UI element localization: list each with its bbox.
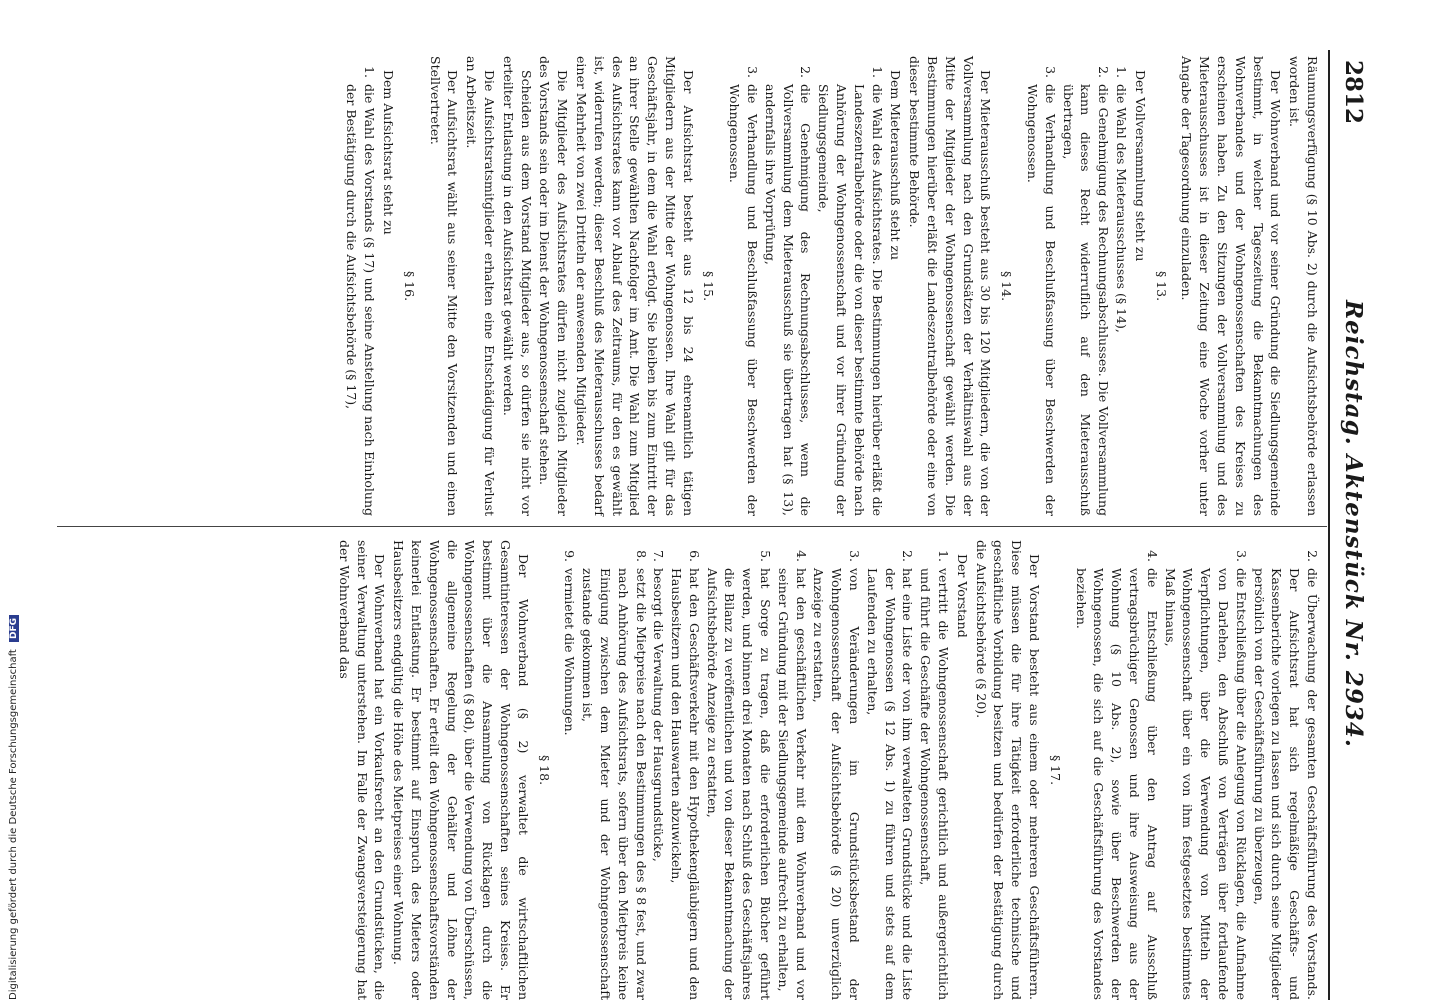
list-item: 1. die Wahl des Mieterausschusses (§ 14), xyxy=(1114,66,1130,333)
list-item: 1. vertritt die Wohngenossenschaft gerichtlich und außergerichtlich und führt die Geschäfte der Wohngenossenschaft, xyxy=(918,550,952,1000)
column-divider xyxy=(57,526,1327,527)
list-item: 3. die Entschließung über die Anlegung von Rücklagen, die Aufnahme von Darlehen, den Abschluß von Verträgen über fortlaufende Verpflichtungen, über die Verwendung von Mitteln der Wohngenossenschaft über ein von ihm festgesetztes bestimmtes Maß hinaus, xyxy=(1162,550,1249,1000)
list-item: 2. die Genehmigung des Rechnungsabschlusses, wenn die Vollversammlung dem Mieterausschuß sie übertragen hat (§ 13), andernfalls ihre Vorprüfung, xyxy=(762,66,814,516)
list-item: 4. hat den geschäftlichen Verkehr mit dem Wohnverband und vor seiner Gründung mit der Siedlungsgemeinde aufrecht zu erhalten, xyxy=(775,550,809,1000)
paragraph: Scheiden aus dem Vorstand Mitglieder aus, so dürfen sie nicht vor erteilter Entlastung in den Aufsichtsrat gewählt werden. xyxy=(500,56,534,516)
paragraph: Der Wohnverband hat ein Vorkaufsrecht an den Grundstücken, die seiner Verwaltung unterstehen. Im Falle der Zwangsversteigerung hat der Wohnverband das xyxy=(336,540,388,1000)
list-item: 2. die Überwachung der gesamten Geschäftsführung des Vorstands. Der Aufsichtsrat hat sich regelmäßige Geschäfts- und Kassenberichte vorlegen zu lassen und sich durch seine Mitglieder persönlich von der Geschäftsführung zu überzeugen, xyxy=(1251,550,1320,1000)
list-item: 9. vermietet die Wohnungen. xyxy=(562,550,578,736)
list-item: 2. die Genehmigung des Rechnungsabschlusses. Die Vollversammlung kann dieses Recht widerruflich auf den Mieterausschuß übertragen, xyxy=(1060,66,1112,516)
paragraph: Der Vorstand xyxy=(954,554,970,638)
paragraph: Der Mieterausschuß besteht aus 30 bis 120 Mitgliedern, die von der Vollversammlung nach den Grundsätzen der Verhältniswahl aus der Mitte der Mitglieder der Wohngenossenschaft gewählt werden. Die Bestimmungen hierüber erläßt die Landeszentralbehörde oder eine von dieser bestimmte Behörde. xyxy=(907,56,994,516)
paragraph: Der Aufsichtsrat besteht aus 12 bis 24 ehrenamtlich tätigen Mitgliedern aus der Mitte der Wohngenossen. Ihre Wahl gilt für das Geschäftsjahr, in dem die Wahl erfolgt. Sie bleiben bis zum Eintritt der an ihrer Stelle gewählten Nachfolger im Amt. Die Wahl zum Mitglied des Aufsichtsrates kann vor Ablauf des Zeitraums, für den es gewählt ist, widerrufen werden; dieser Beschluß des Mieterausschusses bedarf einer Mehrheit von zwei Dritteln der anwesenden Mitglieder. xyxy=(573,56,696,516)
credit-text: Digitalisierung gefördert durch die Deutsche Forschungsgemeinschaft xyxy=(8,649,19,1000)
list-item: 8. setzt die Mietpreise nach den Bestimmungen des § 8 fest, und zwar nach Anhörung des Aufsichtsrats, sofern über den Mietpreis keine Einigung zwischen dem Mieter und der Wohngenossenschaft zustande gekommen ist, xyxy=(580,550,649,1000)
left-column xyxy=(343,56,1321,516)
list-item: 2. hat eine Liste der von ihm verwalteten Grundstücke und die Liste der Wohngenossen (§ 12 Abs. 1) zu führen und stets auf dem Laufenden zu erhalten, xyxy=(864,550,916,1000)
running-title: Reichstag. Aktenstück Nr. 2934. xyxy=(1340,300,1367,748)
paragraph: Der Wohnverband (§ 2) verwaltet die wirtschaftlichen Gesamtinteressen der Wohngenossenschaften seines Kreises. Er bestimmt über die Ansammlung von Rücklagen durch die Wohngenossenschaften (§ 8d), über die Verwendung von Überschüssen, die allgemeine Regelung der Gehälter und Löhne der Wohngenossenschaften. Er erteilt den Wohngenossenschaftsvorständen keinerlei Entlastung. Er bestimmt auf Einspruch des Mieters oder Hausbesitzers endgültig die Höhe des Mietpreises einer Wohnung. xyxy=(391,540,531,1000)
section-heading: § 15. xyxy=(701,270,717,302)
paragraph: Der Vorstand besteht aus einem oder mehreren Geschäftsführern. Diese müssen die für ihre Tätigkeit erforderliche technische und geschäftliche Vorbildung besitzen und bedürfen der Bestätigung durch die Aufsichtsbehörde (§ 20). xyxy=(973,540,1043,1000)
paragraph: Die Mitglieder des Aufsichtsrates dürfen nicht zugleich Mitglieder des Vorstands sein oder im Dienst der Wohngenossenschaft stehen. xyxy=(537,56,571,516)
digitization-credit xyxy=(8,0,22,1000)
section-heading: § 13. xyxy=(1153,270,1169,302)
page-number: 2812 xyxy=(1340,60,1367,125)
list-item: 5. hat Sorge zu tragen, daß die erforderlichen Bücher geführt werden, und binnen drei Monaten nach Schluß des Geschäftsjahres die Bilanz zu veröffentlichen und von dieser Bekanntmachung der Aufsichtsbehörde Anzeige zu erstatten, xyxy=(704,550,774,1000)
section-heading: § 18. xyxy=(536,754,552,786)
paragraph: Dem Mieterausschuß steht zu xyxy=(888,70,904,261)
scanned-page xyxy=(47,50,1367,1000)
page-header xyxy=(1333,50,1367,1000)
paragraph: Der Wohnverband und vor seiner Gründung die Siedlungsgemeinde bestimmt, in welcher Tageszeitung die Bekanntmachungen des Wohnverbandes und der Wohngenossenschaften des Kreises zu erscheinen haben. Zu den Sitzungen der Vollversammlung und des Mieterausschusses ist in dieser Zeitung eine Woche vorher unter Angabe der Tagesordnung einzuladen. xyxy=(1179,56,1284,516)
list-item: 3. die Verhandlung und Beschlußfassung über Beschwerden der Wohngenossen. xyxy=(727,66,761,516)
paragraph: Räumungsverfügung (§ 10 Abs. 2) durch die Aufsichtsbehörde erlassen worden ist. xyxy=(1287,56,1320,516)
section-heading: § 16. xyxy=(401,270,417,302)
right-column xyxy=(334,540,1321,1000)
list-item: 6. hat den Geschäftsverkehr mit den Hypothekengläubigern und den Hausbesitzern und den Hauswarten abzuwickeln, xyxy=(669,550,702,1000)
list-item: 7. besorgt die Verwaltung der Hausgrundstücke, xyxy=(651,550,667,862)
list-item: 1. die Wahl des Aufsichtsrates. Die Bestimmungen hierüber erläßt die Landeszentralbehörde oder die von dieser bestimmte Behörde nach Anhörung der Wohngenossenschaft und vor ihrer Gründung der Siedlungsgemeinde, xyxy=(816,66,885,516)
list-item: 3. von Veränderungen im Grundstücksbestand der Wohngenossenschaft der Aufsichtsbehörde (§ 20) unverzüglich Anzeige zu erstatten, xyxy=(811,550,863,1000)
paragraph: Der Vollversammlung steht zu xyxy=(1132,70,1148,262)
paragraph: Dem Aufsichtsrat steht zu xyxy=(380,70,396,235)
list-item: 3. die Verhandlung und Beschlußfassung über Beschwerden der Wohngenossen. xyxy=(1025,66,1058,516)
list-item: 4. die Entschließung über den Antrag auf Ausschluß vertragsbrüchiger Genossen und ihre Ausweisung aus der Wohnung (§ 10 Abs. 2), sowie über Beschwerden der Wohngenossen, die sich auf die Geschäftsführung des Vorstandes beziehen. xyxy=(1073,550,1160,1000)
header-rule xyxy=(1328,50,1330,1000)
paragraph: Der Aufsichtsrat wählt aus seiner Mitte den Vorsitzenden und einen Stellvertreter. xyxy=(427,56,461,516)
dfg-logo: DFG xyxy=(9,615,19,642)
paragraph: Die Aufsichtsratsmitglieder erhalten eine Entschädigung für Verlust an Arbeitszeit. xyxy=(464,56,497,516)
section-heading: § 14. xyxy=(999,270,1015,302)
section-heading: § 17. xyxy=(1047,754,1063,786)
list-item: 1. die Wahl des Vorstands (§ 17) und seine Anstellung nach Einholung der Bestätigung durch die Aufsichtsbehörde (§ 17), xyxy=(344,66,378,516)
